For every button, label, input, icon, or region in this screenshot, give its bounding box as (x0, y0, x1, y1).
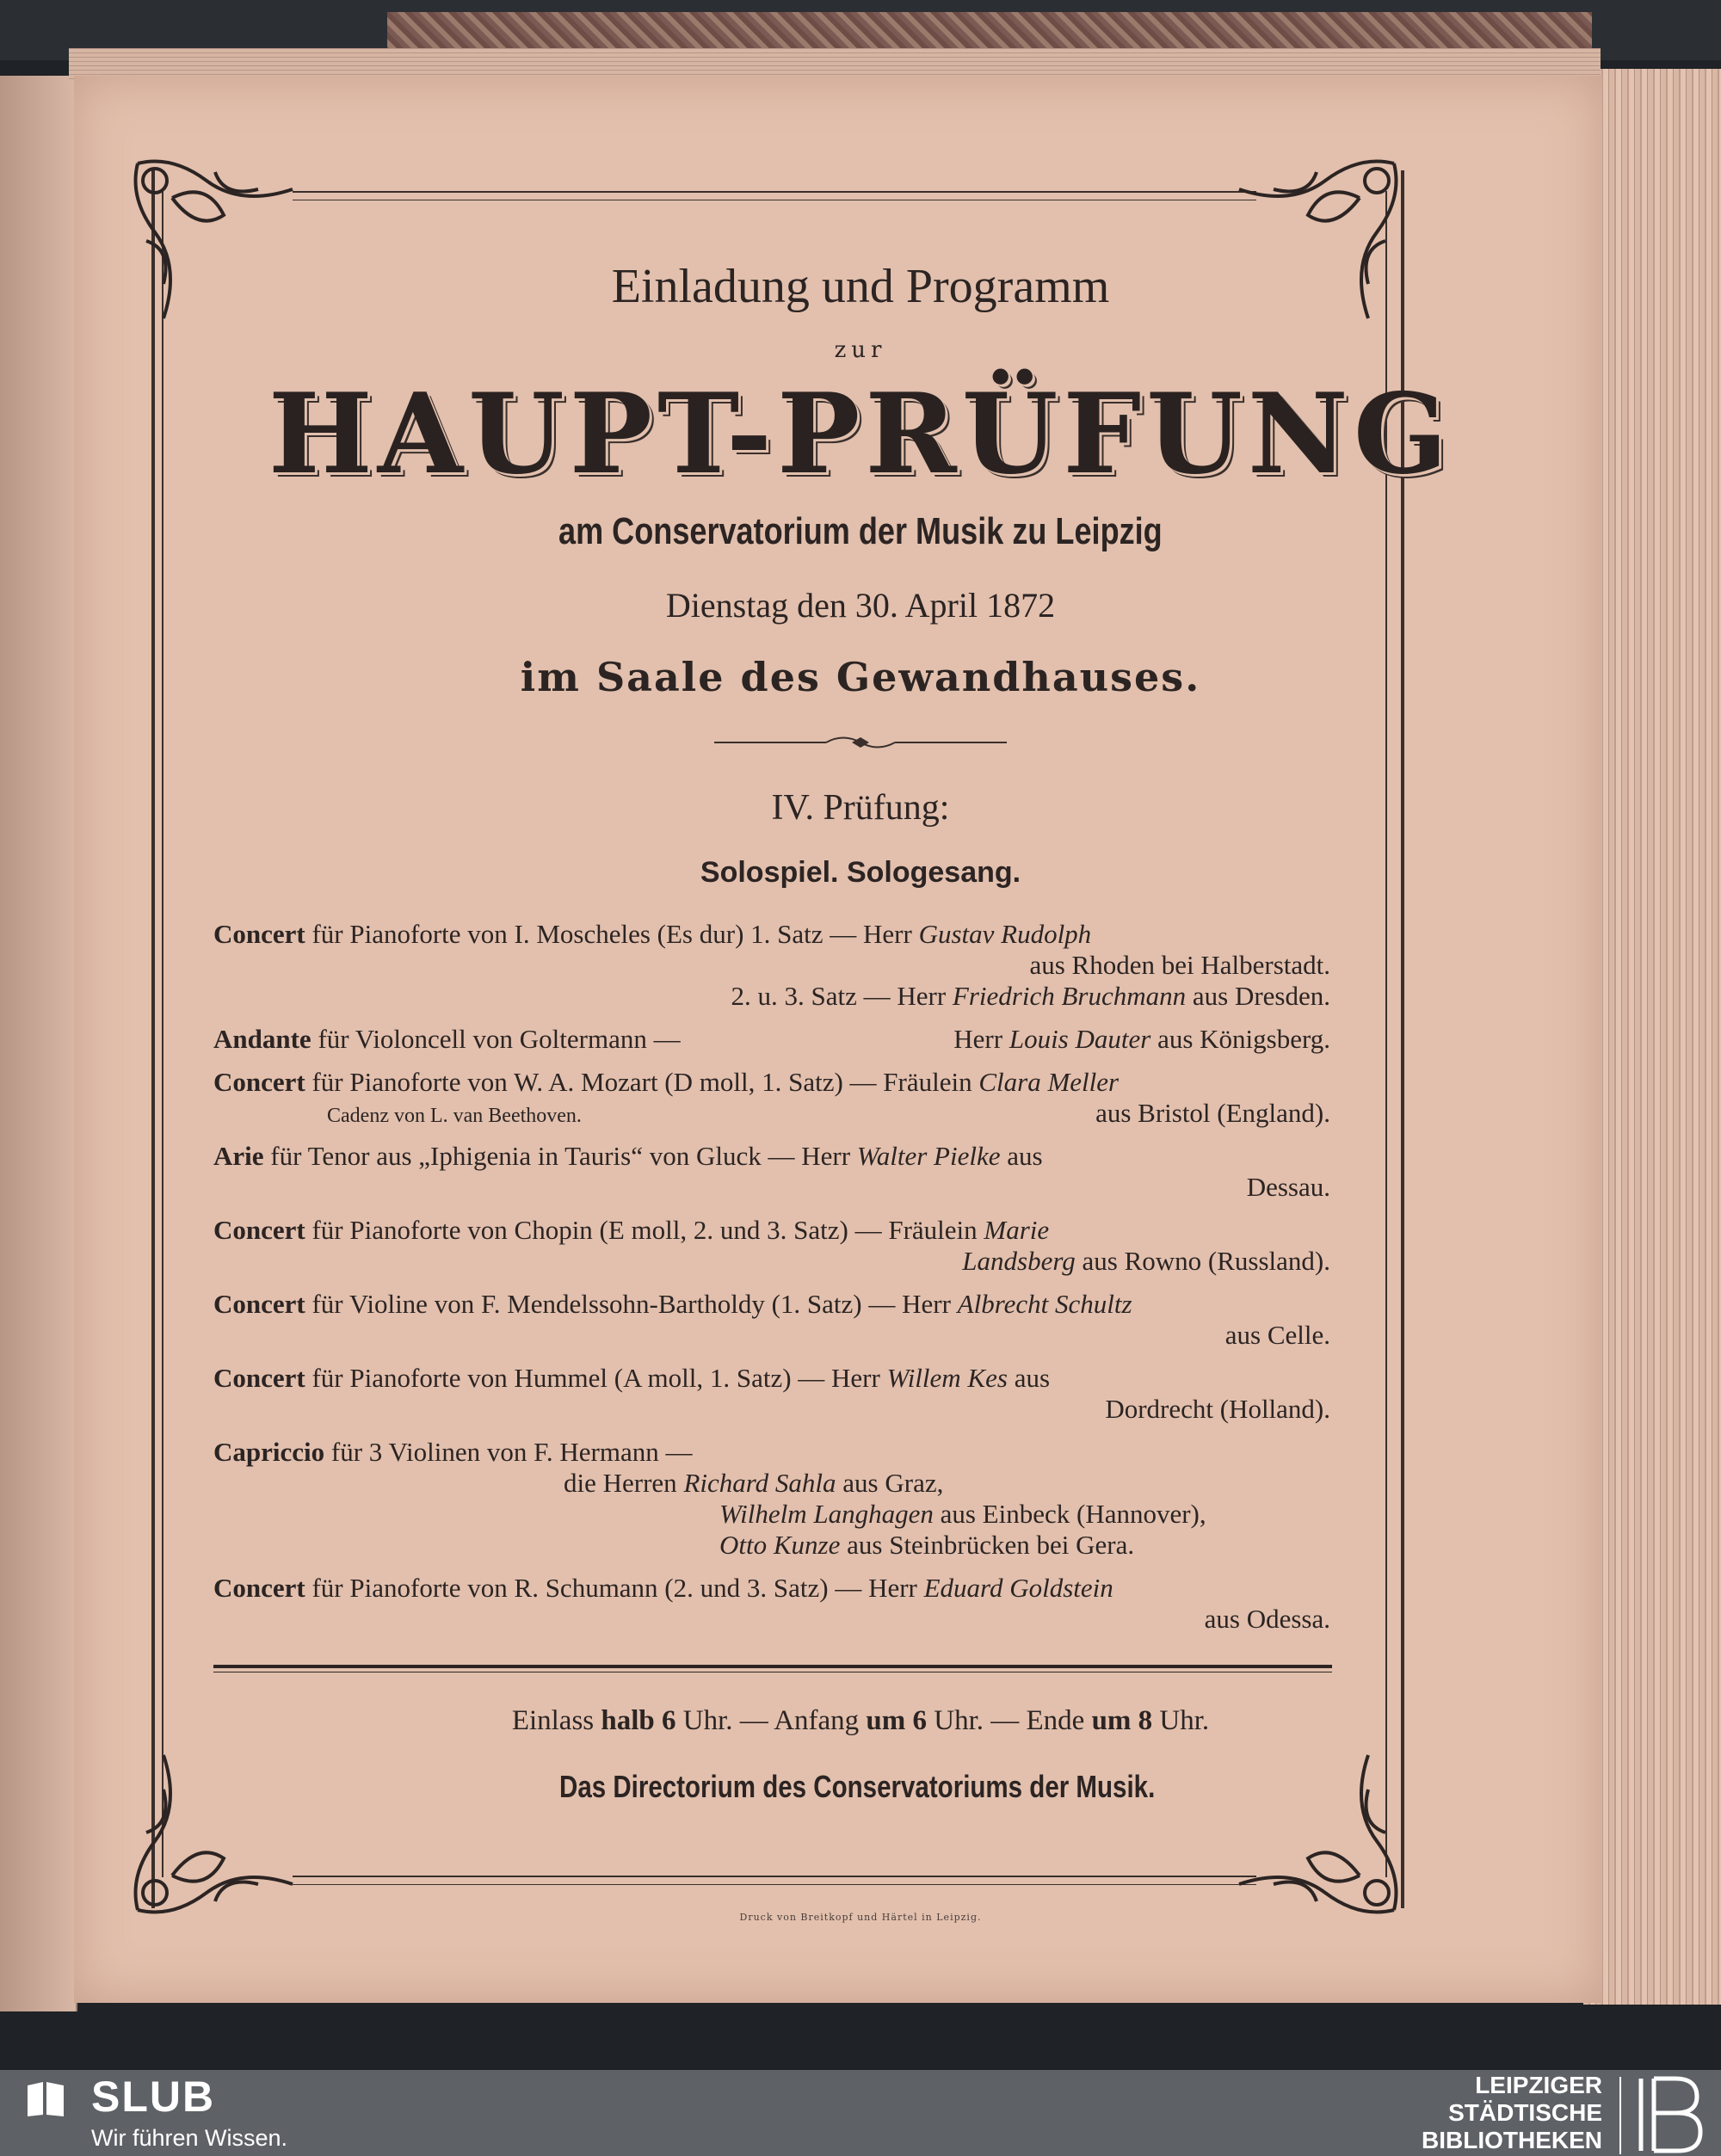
program-item-3-origin: aus Bristol (England). (1095, 1098, 1330, 1128)
cover-cloth (387, 12, 1592, 53)
program-item-4: Arie für Tenor aus „Iphigenia in Tauris“ von Gluck — Herr Walter Pielke aus (213, 1141, 1043, 1171)
corner-ornament-icon (120, 1721, 327, 1927)
lsb-line-2[interactable]: STÄDTISCHE (1448, 2099, 1602, 2126)
times-line: Einlass halb 6 Uhr. — Anfang um 6 Uhr. — Ende um 8 Uhr. (511, 1705, 1210, 1736)
slub-book-icon[interactable] (24, 2077, 67, 2120)
program-item-5: Concert für Pianoforte von Chopin (E moll, 2. und 3. Satz) — Fräulein Marie (213, 1215, 1050, 1245)
slub-tagline: Wir führen Wissen. (91, 2125, 288, 2151)
program-item-7-origin: Dordrecht (Holland). (1105, 1394, 1330, 1424)
program-item-8-line2: Wilhelm Langhagen aus Einbeck (Hannover), (719, 1499, 1206, 1529)
venue-line: im Saale des Gewandhauses. (520, 654, 1201, 700)
corner-ornament-icon (1205, 146, 1411, 353)
corner-ornament-icon (1205, 1721, 1411, 1927)
program-item-5-origin: Landsberg aus Rowno (Russland). (962, 1246, 1330, 1276)
program-item-1-origin: aus Rhoden bei Halberstadt. (1029, 950, 1330, 980)
program-item-8-line3: Otto Kunze aus Steinbrücken bei Gera. (719, 1530, 1135, 1560)
program-item-8-line1: die Herren Richard Sahla aus Graz, (564, 1468, 944, 1498)
institution-line: am Conservatorium der Musik zu Leipzig (558, 510, 1163, 552)
program-item-1: Concert für Pianoforte von I. Moscheles (Es dur) 1. Satz — Herr Gustav Rudolph (213, 919, 1092, 949)
program-item-4-origin: Dessau. (1246, 1172, 1330, 1202)
program-item-7: Concert für Pianoforte von Hummel (A moll, 1. Satz) — Herr Willem Kes aus (213, 1363, 1051, 1393)
program-item-9-origin: aus Odessa. (1204, 1604, 1330, 1634)
zur-word: zur (834, 337, 887, 363)
program-item-9: Concert für Pianoforte von R. Schumann (2. und 3. Satz) — Herr Eduard Goldstein (213, 1573, 1113, 1603)
program-item-6: Concert für Violine von F. Mendelssohn-Bartholdy (1. Satz) — Herr Albrecht Schultz (213, 1289, 1132, 1319)
frame-bottom-line-thin (293, 1884, 1256, 1885)
main-title: HAUPT-PRÜFUNG (268, 370, 1453, 499)
slub-name[interactable]: SLUB (91, 2073, 216, 2121)
lsb-line-1[interactable]: LEIPZIGER (1475, 2072, 1602, 2098)
divider-ornament (0, 730, 1721, 761)
program-item-3-note: Cadenz von L. van Beethoven. (327, 1105, 582, 1127)
director-line: Das Directorium des Conservatoriums der Musik. (559, 1769, 1156, 1804)
program-item-2: Andante für Violoncell von Goltermann — (213, 1024, 681, 1054)
exam-subtitle: Solospiel. Sologesang. (700, 856, 1021, 889)
corner-ornament-icon (120, 146, 327, 353)
exam-number: IV. Prüfung: (771, 788, 950, 828)
frame-top-line (293, 191, 1256, 193)
date-line: Dienstag den 30. April 1872 (665, 586, 1056, 625)
lsb-logo-icon[interactable] (1628, 2073, 1706, 2156)
divider-ornament-icon (714, 730, 1007, 755)
lsb-line-3[interactable]: BIBLIOTHEKEN (1422, 2127, 1602, 2153)
program-item-1-second: 2. u. 3. Satz — Herr Friedrich Bruchmann aus Dresden. (731, 981, 1330, 1011)
program-item-3: Concert für Pianoforte von W. A. Mozart (D moll, 1. Satz) — Fräulein Clara Meller (213, 1067, 1120, 1097)
invitation-title: Einladung und Programm (611, 260, 1110, 313)
lsb-separator (1619, 2077, 1621, 2154)
footer-rule (213, 1665, 1332, 1668)
printer-imprint: Druck von Breitkopf und Härtel in Leipzig. (739, 1912, 982, 1923)
frame-bottom-line (293, 1876, 1256, 1877)
program-item-2-performer: Herr Louis Dauter aus Königsberg. (953, 1024, 1330, 1054)
program-item-6-origin: aus Celle. (1224, 1320, 1330, 1350)
program-item-8: Capriccio für 3 Violinen von F. Hermann — (213, 1437, 693, 1467)
